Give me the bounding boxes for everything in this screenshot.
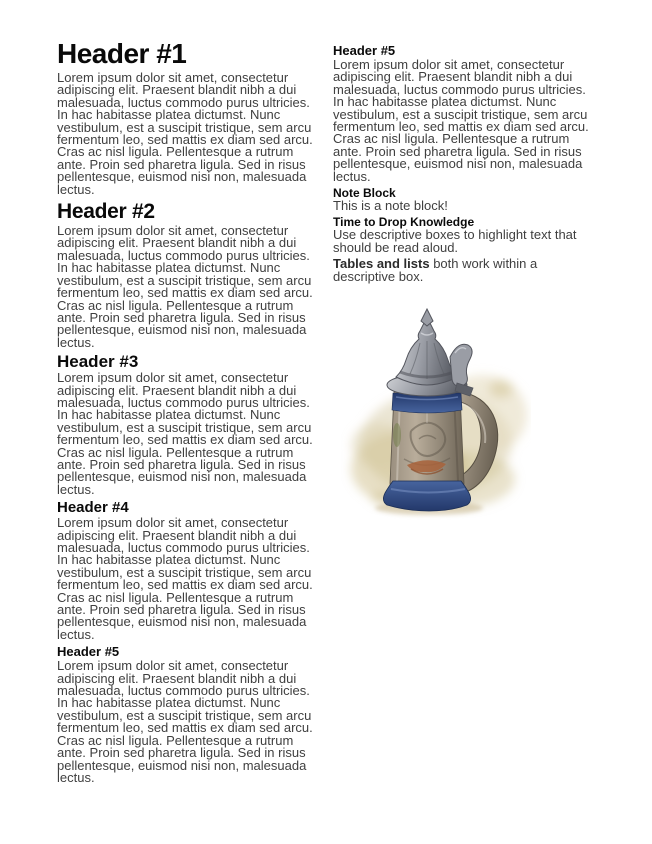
section-heading-h3: Header #3 [57, 352, 139, 372]
note-block-body: This is a note block! [333, 198, 448, 214]
left-column [57, 40, 322, 844]
knowledge-block-tables-line [333, 258, 598, 283]
section-header-4 [57, 500, 322, 641]
section-header-5-left [57, 645, 322, 784]
section-heading-h5: Header #5 [57, 644, 120, 660]
lid-finial [421, 309, 433, 326]
section-paragraph: Lorem ipsum dolor sit amet, consectetur adipiscing elit. Praesent blandit nibh a dui malesuada, luctus commodo purus ultricies. In hac habitasse platea dictumst. Nunc vestibulum, est a suscipit tristique, sem arcu fermentum leo, sed mattis ex diam sed arcu. Cras ac nisl ligula. Pellentesque a rutrum ante. Proin sed pharetra ligula. Sed in risus pellentesque, euismod nisi non, malesuada lectus. [57, 223, 313, 350]
stein-base [383, 481, 470, 511]
tables-and-lists-bold: Tables and lists [333, 256, 430, 272]
section-heading-h1: Header #1 [57, 38, 187, 69]
knowledge-block [333, 216, 598, 283]
section-paragraph: Lorem ipsum dolor sit amet, consectetur adipiscing elit. Praesent blandit nibh a dui malesuada, luctus commodo purus ultricies. In hac habitasse platea dictumst. Nunc vestibulum, est a suscipit tristique, sem arcu fermentum leo, sed mattis ex diam sed arcu. Cras ac nisl ligula. Pellentesque a rutrum ante. Proin sed pharetra ligula. Sed in risus pellentesque, euismod nisi non, malesuada lectus. [333, 57, 589, 184]
tables-and-lists-rest: both work within a descriptive box. [333, 256, 538, 284]
section-heading-h5: Header #5 [333, 43, 396, 58]
beer-stein-svg [341, 293, 531, 523]
section-paragraph: Lorem ipsum dolor sit amet, consectetur adipiscing elit. Praesent blandit nibh a dui malesuada, luctus commodo purus ultricies. In hac habitasse platea dictumst. Nunc vestibulum, est a suscipit tristique, sem arcu fermentum leo, sed mattis ex diam sed arcu. Cras ac nisl ligula. Pellentesque a rutrum ante. Proin sed pharetra ligula. Sed in risus pellentesque, euismod nisi non, malesuada lectus. [57, 370, 313, 497]
note-block [333, 187, 598, 212]
section-paragraph: Lorem ipsum dolor sit amet, consectetur adipiscing elit. Praesent blandit nibh a dui malesuada, luctus commodo purus ultricies. In hac habitasse platea dictumst. Nunc vestibulum, est a suscipit tristique, sem arcu fermentum leo, sed mattis ex diam sed arcu. Cras ac nisl ligula. Pellentesque a rutrum ante. Proin sed pharetra ligula. Sed in risus pellentesque, euismod nisi non, malesuada lectus. [57, 70, 313, 197]
note-block-title: Note Block [333, 186, 396, 201]
section-header-5-right [333, 44, 598, 183]
right-column [333, 40, 598, 844]
section-paragraph: Lorem ipsum dolor sit amet, consectetur adipiscing elit. Praesent blandit nibh a dui malesuada, luctus commodo purus ultricies. In hac habitasse platea dictumst. Nunc vestibulum, est a suscipit tristique, sem arcu fermentum leo, sed mattis ex diam sed arcu. Cras ac nisl ligula. Pellentesque a rutrum ante. Proin sed pharetra ligula. Sed in risus pellentesque, euismod nisi non, malesuada lectus. [57, 658, 313, 785]
knowledge-block-body: Use descriptive boxes to highlight text that should be read aloud. [333, 227, 577, 255]
section-paragraph: Lorem ipsum dolor sit amet, consectetur adipiscing elit. Praesent blandit nibh a dui malesuada, luctus commodo purus ultricies. In hac habitasse platea dictumst. Nunc vestibulum, est a suscipit tristique, sem arcu fermentum leo, sed mattis ex diam sed arcu. Cras ac nisl ligula. Pellentesque a rutrum ante. Proin sed pharetra ligula. Sed in risus pellentesque, euismod nisi non, malesuada lectus. [57, 515, 313, 642]
section-heading-h4: Header #4 [57, 499, 129, 517]
section-header-3 [57, 353, 322, 496]
section-header-2 [57, 201, 322, 349]
beer-stein-illustration [341, 293, 531, 523]
knowledge-block-title: Time to Drop Knowledge [333, 215, 475, 230]
section-heading-h2: Header #2 [57, 200, 155, 224]
section-header-1 [57, 40, 322, 196]
